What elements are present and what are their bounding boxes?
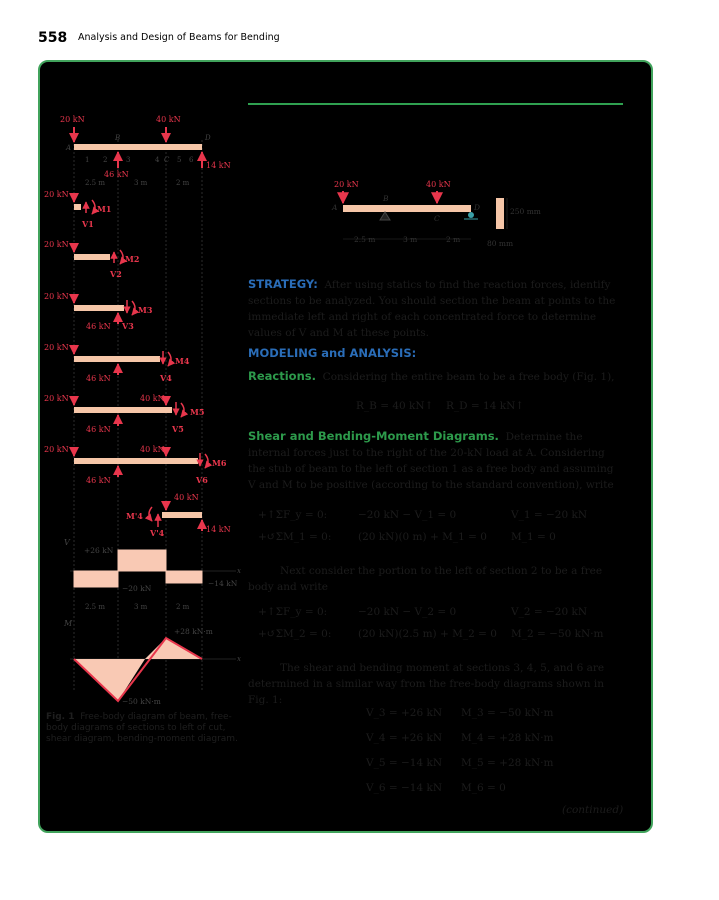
fbd-5-load: 20 kN xyxy=(44,394,69,403)
fig-point-a: A xyxy=(66,144,72,152)
eq2-0-0: +↑ΣF_y = 0: xyxy=(258,606,328,618)
fbd-6-load: 20 kN xyxy=(44,445,69,454)
fbd-6-m: M6 xyxy=(212,458,227,468)
fbd-5-m: M5 xyxy=(190,407,205,417)
fig-beam xyxy=(74,144,202,150)
fbd-5-v: V5 xyxy=(172,424,184,434)
stub-m: M'4 xyxy=(126,511,143,521)
shear-val-1: +26 kN xyxy=(84,546,114,555)
fbd-1-load: 20 kN xyxy=(44,190,69,199)
running-title: Analysis and Design of Beams for Bending xyxy=(78,32,280,43)
para3: The shear and bending moment at sections 3, 4, 5, and 6 are determined in a similar way from the free-body diagrams shown in Fig. 1: xyxy=(248,662,605,706)
fbd-1-m: M1 xyxy=(97,204,112,214)
result-v6: V_6 = −14 kN xyxy=(366,782,443,794)
fig-section-4: 4 xyxy=(155,156,160,164)
eq1-0-0: +↑ΣF_y = 0: xyxy=(258,509,328,521)
fbd-4-v: V4 xyxy=(160,373,172,383)
fig-reaction-d: 14 kN xyxy=(206,161,231,170)
problem-section-height: 250 mm xyxy=(510,207,541,216)
problem-dim-2: 3 m xyxy=(403,235,418,244)
fbd-4-beam xyxy=(74,356,160,362)
shear-block-2 xyxy=(118,550,166,571)
strategy-label: STRATEGY: xyxy=(248,277,318,291)
eq1-1-0: +↺ΣM_1 = 0: xyxy=(258,531,332,543)
eq1-0-1: −20 kN − V_1 = 0 xyxy=(358,509,457,521)
eq1-0-2: V_1 = −20 kN xyxy=(511,509,588,521)
moment-val-2: −50 kN·m xyxy=(122,697,161,706)
figure-caption xyxy=(46,712,242,745)
shear-val-3: −14 kN xyxy=(208,579,238,588)
moment-axis-label: M xyxy=(64,619,73,628)
fbd-6-load-c: 40 kN xyxy=(140,445,165,454)
fig-point-c: C xyxy=(164,156,170,164)
fbd-6-v: V6 xyxy=(196,475,208,485)
problem-point-d: D xyxy=(474,203,481,212)
problem-point-b: B xyxy=(383,194,389,203)
reactions-label: Reactions. xyxy=(248,369,316,383)
shear-x-label: x xyxy=(237,567,241,575)
shear-bending-text: Determine the internal forces just to the right of the 20-kN load at A. Considering the stub of beam to the left of section 1 as a free body and assuming V and M to be positive (according to the standard convention), write xyxy=(248,431,614,491)
fig-section-2: 2 xyxy=(103,156,108,164)
problem-load-c-label: 40 kN xyxy=(426,180,451,189)
fig-section-6: 6 xyxy=(189,156,194,164)
fig-reaction-b: 46 kN xyxy=(104,170,129,179)
problem-section-width: 80 mm xyxy=(487,239,514,248)
fbd-5-reaction: 46 kN xyxy=(86,425,111,434)
fbd-6-beam xyxy=(74,458,198,464)
fig-point-b: B xyxy=(115,134,121,142)
fbd-2-m: M2 xyxy=(125,254,140,264)
shear-block-1 xyxy=(74,571,118,587)
result-m5: M_5 = +28 kN·m xyxy=(461,757,554,769)
fbd-4-m: M4 xyxy=(175,356,190,366)
problem-dim-1: 2.5 m xyxy=(354,235,376,244)
fig-section-5: 5 xyxy=(177,156,182,164)
fbd-3-m: M3 xyxy=(138,305,153,315)
reactions-text: Considering the entire beam to be a free body (Fig. 1), xyxy=(322,371,615,383)
fig-dim-1: 2.5 m xyxy=(85,179,105,187)
page-number: 558 xyxy=(38,30,68,46)
fbd-3-load: 20 kN xyxy=(44,292,69,301)
eq1-1-1: (20 kN)(0 m) + M_1 = 0 xyxy=(358,531,487,543)
problem-point-c: C xyxy=(434,214,440,223)
fbd-4-load: 20 kN xyxy=(44,343,69,352)
problem-load-a-label: 20 kN xyxy=(334,180,359,189)
moment-val-1: +28 kN·m xyxy=(174,627,213,636)
fbd-2-load: 20 kN xyxy=(44,240,69,249)
para2: Next consider the portion to the left of section 2 to be a free body and write xyxy=(248,565,603,593)
moment-x-label: x xyxy=(237,655,241,663)
fbd-3-v: V3 xyxy=(122,321,134,331)
fig-point-d: D xyxy=(205,134,211,142)
fig-dim-2: 3 m xyxy=(134,179,148,187)
modeling-heading: MODELING and ANALYSIS: xyxy=(248,346,417,360)
fbd-6-reaction: 46 kN xyxy=(86,476,111,485)
problem-dim-3: 2 m xyxy=(446,235,461,244)
shear-bending-label: Shear and Bending-Moment Diagrams. xyxy=(248,429,499,443)
result-m6: M_6 = 0 xyxy=(461,782,506,794)
result-v5: V_5 = −14 kN xyxy=(366,757,443,769)
fbd-3-reaction: 46 kN xyxy=(86,322,111,331)
eq2-1-0: +↺ΣM_2 = 0: xyxy=(258,628,332,640)
reactions-paragraph xyxy=(248,368,623,385)
stub-reaction: 14 kN xyxy=(206,525,231,534)
eq2-0-1: −20 kN − V_2 = 0 xyxy=(358,606,457,618)
result-m3: M_3 = −50 kN·m xyxy=(461,707,554,719)
shear-bending-paragraph xyxy=(248,428,623,493)
caption-label: Fig. 1 xyxy=(46,712,75,722)
reaction-rb: R_B = 40 kN↑ xyxy=(356,400,434,412)
fig-dim-3: 2 m xyxy=(176,179,190,187)
continued-label: (continued) xyxy=(562,804,624,816)
shear-dim-3: 2 m xyxy=(176,603,190,611)
eq1-1-2: M_1 = 0 xyxy=(511,531,556,543)
result-v4: V_4 = +26 kN xyxy=(366,732,443,744)
result-m4: M_4 = +28 kN·m xyxy=(461,732,554,744)
shear-dim-2: 3 m xyxy=(134,603,148,611)
fbd-2-v: V2 xyxy=(110,269,122,279)
fbd-5-load-c: 40 kN xyxy=(140,394,165,403)
shear-dim-1: 2.5 m xyxy=(85,603,105,611)
fbd-3-beam xyxy=(74,305,124,311)
problem-point-a: A xyxy=(332,203,338,212)
shear-block-3 xyxy=(166,571,202,583)
eq2-1-1: (20 kN)(2.5 m) + M_2 = 0 xyxy=(358,628,497,640)
stub-beam xyxy=(162,512,202,518)
stub-v: V'4 xyxy=(150,528,165,538)
fbd-4-reaction: 46 kN xyxy=(86,374,111,383)
fbd-1-v: V1 xyxy=(82,219,94,229)
fig-section-3: 3 xyxy=(126,156,131,164)
fbd-2-beam xyxy=(74,254,110,260)
shear-val-2: −20 kN xyxy=(122,584,152,593)
reaction-rd: R_D = 14 kN↑ xyxy=(446,400,525,412)
result-v3: V_3 = +26 kN xyxy=(366,707,443,719)
fig-section-1: 1 xyxy=(85,156,90,164)
strategy-text: After using statics to find the reaction forces, identify sections to be analyzed. You should section the beam at points to the immediate left and right of each concentrated force to determine values of V and M at these points. xyxy=(248,279,616,339)
strategy-paragraph xyxy=(248,276,623,341)
eq2-0-2: V_2 = −20 kN xyxy=(511,606,588,618)
shear-axis-label: V xyxy=(64,538,70,547)
fbd-1-beam xyxy=(74,204,81,210)
caption-text: Free-body diagram of beam, free-body diagrams of sections to left of cut, shear diagram, bending-moment diagram. xyxy=(46,712,238,744)
eq2-1-2: M_2 = −50 kN·m xyxy=(511,628,604,640)
fig-load-a: 20 kN xyxy=(60,115,85,124)
stub-load: 40 kN xyxy=(174,493,199,502)
fbd-5-beam xyxy=(74,407,172,413)
fig-load-c: 40 kN xyxy=(156,115,181,124)
